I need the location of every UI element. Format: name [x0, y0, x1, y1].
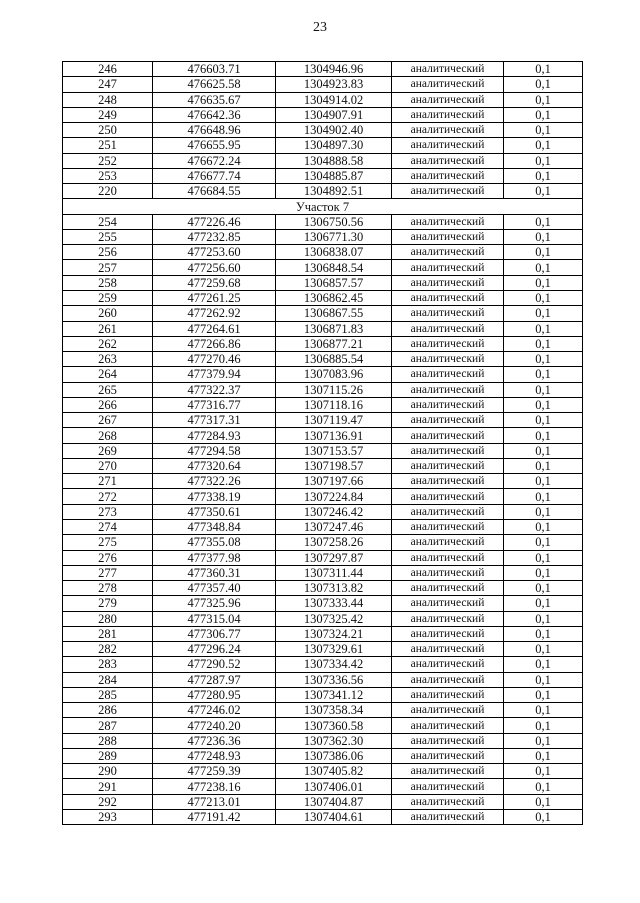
point-number-cell: 286 [63, 703, 153, 718]
accuracy-cell: 0,1 [504, 794, 583, 809]
table-row [63, 733, 583, 748]
method-cell: аналитический [392, 458, 504, 473]
point-number-cell: 290 [63, 764, 153, 779]
accuracy-cell: 0,1 [504, 290, 583, 305]
table-row [63, 397, 583, 412]
method-cell: аналитический [392, 718, 504, 733]
accuracy-cell: 0,1 [504, 229, 583, 244]
method-cell: аналитический [392, 519, 504, 534]
point-number-cell: 256 [63, 245, 153, 260]
method-cell: аналитический [392, 581, 504, 596]
accuracy-cell: 0,1 [504, 596, 583, 611]
y-coordinate-cell: 1307404.61 [276, 810, 392, 825]
point-number-cell: 268 [63, 428, 153, 443]
point-number-cell: 270 [63, 458, 153, 473]
y-coordinate-cell: 1307333.44 [276, 596, 392, 611]
y-coordinate-cell: 1307246.42 [276, 504, 392, 519]
point-number-cell: 263 [63, 352, 153, 367]
point-number-cell: 292 [63, 794, 153, 809]
x-coordinate-cell: 477280.95 [153, 687, 276, 702]
table-row [63, 77, 583, 92]
x-coordinate-cell: 477287.97 [153, 672, 276, 687]
y-coordinate-cell: 1307297.87 [276, 550, 392, 565]
accuracy-cell: 0,1 [504, 703, 583, 718]
accuracy-cell: 0,1 [504, 367, 583, 382]
table-row [63, 718, 583, 733]
accuracy-cell: 0,1 [504, 184, 583, 199]
y-coordinate-cell: 1307313.82 [276, 581, 392, 596]
table-row [63, 672, 583, 687]
point-number-cell: 282 [63, 642, 153, 657]
table-row [63, 107, 583, 122]
accuracy-cell: 0,1 [504, 428, 583, 443]
method-cell: аналитический [392, 77, 504, 92]
method-cell: аналитический [392, 794, 504, 809]
accuracy-cell: 0,1 [504, 535, 583, 550]
x-coordinate-cell: 477377.98 [153, 550, 276, 565]
method-cell: аналитический [392, 123, 504, 138]
accuracy-cell: 0,1 [504, 474, 583, 489]
table-row [63, 779, 583, 794]
table-row [63, 550, 583, 565]
point-number-cell: 255 [63, 229, 153, 244]
table-row [63, 367, 583, 382]
method-cell: аналитический [392, 352, 504, 367]
point-number-cell: 280 [63, 611, 153, 626]
table-row [63, 657, 583, 672]
y-coordinate-cell: 1307334.42 [276, 657, 392, 672]
table-row [63, 123, 583, 138]
point-number-cell: 293 [63, 810, 153, 825]
accuracy-cell: 0,1 [504, 168, 583, 183]
accuracy-cell: 0,1 [504, 458, 583, 473]
y-coordinate-cell: 1304946.96 [276, 62, 392, 77]
method-cell: аналитический [392, 184, 504, 199]
accuracy-cell: 0,1 [504, 748, 583, 763]
x-coordinate-cell: 477261.25 [153, 290, 276, 305]
table-row [63, 596, 583, 611]
point-number-cell: 257 [63, 260, 153, 275]
accuracy-cell: 0,1 [504, 153, 583, 168]
y-coordinate-cell: 1307115.26 [276, 382, 392, 397]
point-number-cell: 272 [63, 489, 153, 504]
y-coordinate-cell: 1304885.87 [276, 168, 392, 183]
method-cell: аналитический [392, 413, 504, 428]
table-row [63, 764, 583, 779]
y-coordinate-cell: 1306750.56 [276, 214, 392, 229]
point-number-cell: 247 [63, 77, 153, 92]
method-cell: аналитический [392, 428, 504, 443]
x-coordinate-cell: 477253.60 [153, 245, 276, 260]
accuracy-cell: 0,1 [504, 92, 583, 107]
accuracy-cell: 0,1 [504, 519, 583, 534]
point-number-cell: 260 [63, 306, 153, 321]
y-coordinate-cell: 1307360.58 [276, 718, 392, 733]
accuracy-cell: 0,1 [504, 123, 583, 138]
point-number-cell: 277 [63, 565, 153, 580]
table-row [63, 290, 583, 305]
point-number-cell: 274 [63, 519, 153, 534]
method-cell: аналитический [392, 107, 504, 122]
y-coordinate-cell: 1304897.30 [276, 138, 392, 153]
page-number: 23 [313, 20, 327, 35]
table-row [63, 153, 583, 168]
x-coordinate-cell: 477317.31 [153, 413, 276, 428]
point-number-cell: 259 [63, 290, 153, 305]
x-coordinate-cell: 477357.40 [153, 581, 276, 596]
x-coordinate-cell: 477338.19 [153, 489, 276, 504]
y-coordinate-cell: 1307324.21 [276, 626, 392, 641]
accuracy-cell: 0,1 [504, 443, 583, 458]
accuracy-cell: 0,1 [504, 352, 583, 367]
method-cell: аналитический [392, 245, 504, 260]
point-number-cell: 250 [63, 123, 153, 138]
accuracy-cell: 0,1 [504, 382, 583, 397]
x-coordinate-cell: 477236.36 [153, 733, 276, 748]
accuracy-cell: 0,1 [504, 413, 583, 428]
table-row [63, 352, 583, 367]
accuracy-cell: 0,1 [504, 565, 583, 580]
x-coordinate-cell: 477322.26 [153, 474, 276, 489]
table-row [63, 413, 583, 428]
x-coordinate-cell: 477240.20 [153, 718, 276, 733]
y-coordinate-cell: 1307197.66 [276, 474, 392, 489]
table-row [63, 214, 583, 229]
table-row [63, 474, 583, 489]
method-cell: аналитический [392, 672, 504, 687]
x-coordinate-cell: 477316.77 [153, 397, 276, 412]
accuracy-cell: 0,1 [504, 306, 583, 321]
y-coordinate-cell: 1304892.51 [276, 184, 392, 199]
y-coordinate-cell: 1307083.96 [276, 367, 392, 382]
table-row [63, 810, 583, 825]
point-number-cell: 261 [63, 321, 153, 336]
method-cell: аналитический [392, 306, 504, 321]
y-coordinate-cell: 1306857.57 [276, 275, 392, 290]
y-coordinate-cell: 1306885.54 [276, 352, 392, 367]
accuracy-cell: 0,1 [504, 245, 583, 260]
point-number-cell: 253 [63, 168, 153, 183]
point-number-cell: 254 [63, 214, 153, 229]
x-coordinate-cell: 477322.37 [153, 382, 276, 397]
method-cell: аналитический [392, 565, 504, 580]
method-cell: аналитический [392, 397, 504, 412]
y-coordinate-cell: 1304902.40 [276, 123, 392, 138]
x-coordinate-cell: 477248.93 [153, 748, 276, 763]
y-coordinate-cell: 1306771.30 [276, 229, 392, 244]
y-coordinate-cell: 1307405.82 [276, 764, 392, 779]
accuracy-cell: 0,1 [504, 810, 583, 825]
point-number-cell: 273 [63, 504, 153, 519]
x-coordinate-cell: 477238.16 [153, 779, 276, 794]
point-number-cell: 249 [63, 107, 153, 122]
y-coordinate-cell: 1304914.02 [276, 92, 392, 107]
table-row [63, 306, 583, 321]
x-coordinate-cell: 477246.02 [153, 703, 276, 718]
accuracy-cell: 0,1 [504, 550, 583, 565]
accuracy-cell: 0,1 [504, 397, 583, 412]
table-row [63, 321, 583, 336]
accuracy-cell: 0,1 [504, 260, 583, 275]
table-row [63, 458, 583, 473]
accuracy-cell: 0,1 [504, 107, 583, 122]
table-row [63, 626, 583, 641]
method-cell: аналитический [392, 535, 504, 550]
x-coordinate-cell: 476625.58 [153, 77, 276, 92]
y-coordinate-cell: 1307406.01 [276, 779, 392, 794]
point-number-cell: 288 [63, 733, 153, 748]
accuracy-cell: 0,1 [504, 77, 583, 92]
y-coordinate-cell: 1307341.12 [276, 687, 392, 702]
method-cell: аналитический [392, 810, 504, 825]
table-row [63, 642, 583, 657]
method-cell: аналитический [392, 687, 504, 702]
table-row [63, 428, 583, 443]
table-row [63, 382, 583, 397]
point-number-cell: 271 [63, 474, 153, 489]
x-coordinate-cell: 476603.71 [153, 62, 276, 77]
x-coordinate-cell: 477294.58 [153, 443, 276, 458]
table-row [63, 535, 583, 550]
x-coordinate-cell: 477270.46 [153, 352, 276, 367]
point-number-cell: 264 [63, 367, 153, 382]
y-coordinate-cell: 1304907.91 [276, 107, 392, 122]
method-cell: аналитический [392, 443, 504, 458]
y-coordinate-cell: 1306871.83 [276, 321, 392, 336]
table-row [63, 336, 583, 351]
point-number-cell: 283 [63, 657, 153, 672]
accuracy-cell: 0,1 [504, 62, 583, 77]
table-row [63, 62, 583, 77]
accuracy-cell: 0,1 [504, 733, 583, 748]
coordinates-table [62, 61, 583, 825]
accuracy-cell: 0,1 [504, 275, 583, 290]
table-row [63, 504, 583, 519]
point-number-cell: 275 [63, 535, 153, 550]
point-number-cell: 248 [63, 92, 153, 107]
method-cell: аналитический [392, 626, 504, 641]
point-number-cell: 278 [63, 581, 153, 596]
method-cell: аналитический [392, 367, 504, 382]
table-row [63, 519, 583, 534]
method-cell: аналитический [392, 657, 504, 672]
y-coordinate-cell: 1307118.16 [276, 397, 392, 412]
y-coordinate-cell: 1307119.47 [276, 413, 392, 428]
table-row [63, 260, 583, 275]
table-row [63, 611, 583, 626]
method-cell: аналитический [392, 321, 504, 336]
method-cell: аналитический [392, 62, 504, 77]
x-coordinate-cell: 477290.52 [153, 657, 276, 672]
method-cell: аналитический [392, 596, 504, 611]
y-coordinate-cell: 1307386.06 [276, 748, 392, 763]
x-coordinate-cell: 477259.39 [153, 764, 276, 779]
x-coordinate-cell: 476672.24 [153, 153, 276, 168]
x-coordinate-cell: 476684.55 [153, 184, 276, 199]
method-cell: аналитический [392, 733, 504, 748]
y-coordinate-cell: 1307224.84 [276, 489, 392, 504]
x-coordinate-cell: 476677.74 [153, 168, 276, 183]
method-cell: аналитический [392, 489, 504, 504]
y-coordinate-cell: 1306848.54 [276, 260, 392, 275]
y-coordinate-cell: 1306867.55 [276, 306, 392, 321]
method-cell: аналитический [392, 153, 504, 168]
method-cell: аналитический [392, 275, 504, 290]
y-coordinate-cell: 1307258.26 [276, 535, 392, 550]
table-row [63, 92, 583, 107]
accuracy-cell: 0,1 [504, 672, 583, 687]
point-number-cell: 246 [63, 62, 153, 77]
x-coordinate-cell: 476635.67 [153, 92, 276, 107]
x-coordinate-cell: 477262.92 [153, 306, 276, 321]
x-coordinate-cell: 477296.24 [153, 642, 276, 657]
method-cell: аналитический [392, 550, 504, 565]
method-cell: аналитический [392, 168, 504, 183]
point-number-cell: 262 [63, 336, 153, 351]
accuracy-cell: 0,1 [504, 214, 583, 229]
x-coordinate-cell: 476655.95 [153, 138, 276, 153]
x-coordinate-cell: 476648.96 [153, 123, 276, 138]
table-row [63, 687, 583, 702]
point-number-cell: 267 [63, 413, 153, 428]
y-coordinate-cell: 1307358.34 [276, 703, 392, 718]
x-coordinate-cell: 477360.31 [153, 565, 276, 580]
point-number-cell: 284 [63, 672, 153, 687]
y-coordinate-cell: 1307404.87 [276, 794, 392, 809]
method-cell: аналитический [392, 382, 504, 397]
method-cell: аналитический [392, 779, 504, 794]
y-coordinate-cell: 1307362.30 [276, 733, 392, 748]
table-row [63, 245, 583, 260]
x-coordinate-cell: 477213.01 [153, 794, 276, 809]
y-coordinate-cell: 1307329.61 [276, 642, 392, 657]
accuracy-cell: 0,1 [504, 626, 583, 641]
method-cell: аналитический [392, 229, 504, 244]
x-coordinate-cell: 477232.85 [153, 229, 276, 244]
x-coordinate-cell: 477379.94 [153, 367, 276, 382]
y-coordinate-cell: 1307198.57 [276, 458, 392, 473]
point-number-cell: 287 [63, 718, 153, 733]
accuracy-cell: 0,1 [504, 611, 583, 626]
table-row [63, 565, 583, 580]
x-coordinate-cell: 477355.08 [153, 535, 276, 550]
coordinates-table-body [63, 62, 583, 825]
table-row [63, 489, 583, 504]
method-cell: аналитический [392, 642, 504, 657]
x-coordinate-cell: 477259.68 [153, 275, 276, 290]
y-coordinate-cell: 1307153.57 [276, 443, 392, 458]
method-cell: аналитический [392, 214, 504, 229]
x-coordinate-cell: 477264.61 [153, 321, 276, 336]
table-row [63, 794, 583, 809]
method-cell: аналитический [392, 703, 504, 718]
y-coordinate-cell: 1307311.44 [276, 565, 392, 580]
accuracy-cell: 0,1 [504, 336, 583, 351]
method-cell: аналитический [392, 336, 504, 351]
x-coordinate-cell: 477284.93 [153, 428, 276, 443]
accuracy-cell: 0,1 [504, 321, 583, 336]
section-title: Участок 7 [63, 199, 583, 214]
y-coordinate-cell: 1307247.46 [276, 519, 392, 534]
accuracy-cell: 0,1 [504, 657, 583, 672]
method-cell: аналитический [392, 92, 504, 107]
table-row [63, 275, 583, 290]
point-number-cell: 265 [63, 382, 153, 397]
table-row [63, 748, 583, 763]
y-coordinate-cell: 1306862.45 [276, 290, 392, 305]
table-row [63, 229, 583, 244]
accuracy-cell: 0,1 [504, 718, 583, 733]
accuracy-cell: 0,1 [504, 504, 583, 519]
y-coordinate-cell: 1307336.56 [276, 672, 392, 687]
table-row [63, 703, 583, 718]
point-number-cell: 276 [63, 550, 153, 565]
point-number-cell: 266 [63, 397, 153, 412]
x-coordinate-cell: 477320.64 [153, 458, 276, 473]
method-cell: аналитический [392, 764, 504, 779]
method-cell: аналитический [392, 504, 504, 519]
accuracy-cell: 0,1 [504, 581, 583, 596]
table-row [63, 168, 583, 183]
accuracy-cell: 0,1 [504, 642, 583, 657]
method-cell: аналитический [392, 748, 504, 763]
point-number-cell: 291 [63, 779, 153, 794]
method-cell: аналитический [392, 290, 504, 305]
point-number-cell: 279 [63, 596, 153, 611]
accuracy-cell: 0,1 [504, 489, 583, 504]
x-coordinate-cell: 476642.36 [153, 107, 276, 122]
method-cell: аналитический [392, 260, 504, 275]
accuracy-cell: 0,1 [504, 138, 583, 153]
x-coordinate-cell: 477256.60 [153, 260, 276, 275]
y-coordinate-cell: 1304888.58 [276, 153, 392, 168]
x-coordinate-cell: 477266.86 [153, 336, 276, 351]
y-coordinate-cell: 1306838.07 [276, 245, 392, 260]
point-number-cell: 281 [63, 626, 153, 641]
method-cell: аналитический [392, 474, 504, 489]
point-number-cell: 258 [63, 275, 153, 290]
y-coordinate-cell: 1307325.42 [276, 611, 392, 626]
x-coordinate-cell: 477325.96 [153, 596, 276, 611]
table-row [63, 184, 583, 199]
accuracy-cell: 0,1 [504, 779, 583, 794]
point-number-cell: 220 [63, 184, 153, 199]
y-coordinate-cell: 1307136.91 [276, 428, 392, 443]
accuracy-cell: 0,1 [504, 764, 583, 779]
x-coordinate-cell: 477348.84 [153, 519, 276, 534]
point-number-cell: 269 [63, 443, 153, 458]
x-coordinate-cell: 477350.61 [153, 504, 276, 519]
accuracy-cell: 0,1 [504, 687, 583, 702]
point-number-cell: 251 [63, 138, 153, 153]
point-number-cell: 285 [63, 687, 153, 702]
x-coordinate-cell: 477306.77 [153, 626, 276, 641]
table-row [63, 138, 583, 153]
x-coordinate-cell: 477226.46 [153, 214, 276, 229]
x-coordinate-cell: 477191.42 [153, 810, 276, 825]
table-row [63, 443, 583, 458]
x-coordinate-cell: 477315.04 [153, 611, 276, 626]
point-number-cell: 252 [63, 153, 153, 168]
method-cell: аналитический [392, 138, 504, 153]
y-coordinate-cell: 1304923.83 [276, 77, 392, 92]
y-coordinate-cell: 1306877.21 [276, 336, 392, 351]
table-row [63, 581, 583, 596]
section-row [63, 199, 583, 214]
point-number-cell: 289 [63, 748, 153, 763]
method-cell: аналитический [392, 611, 504, 626]
